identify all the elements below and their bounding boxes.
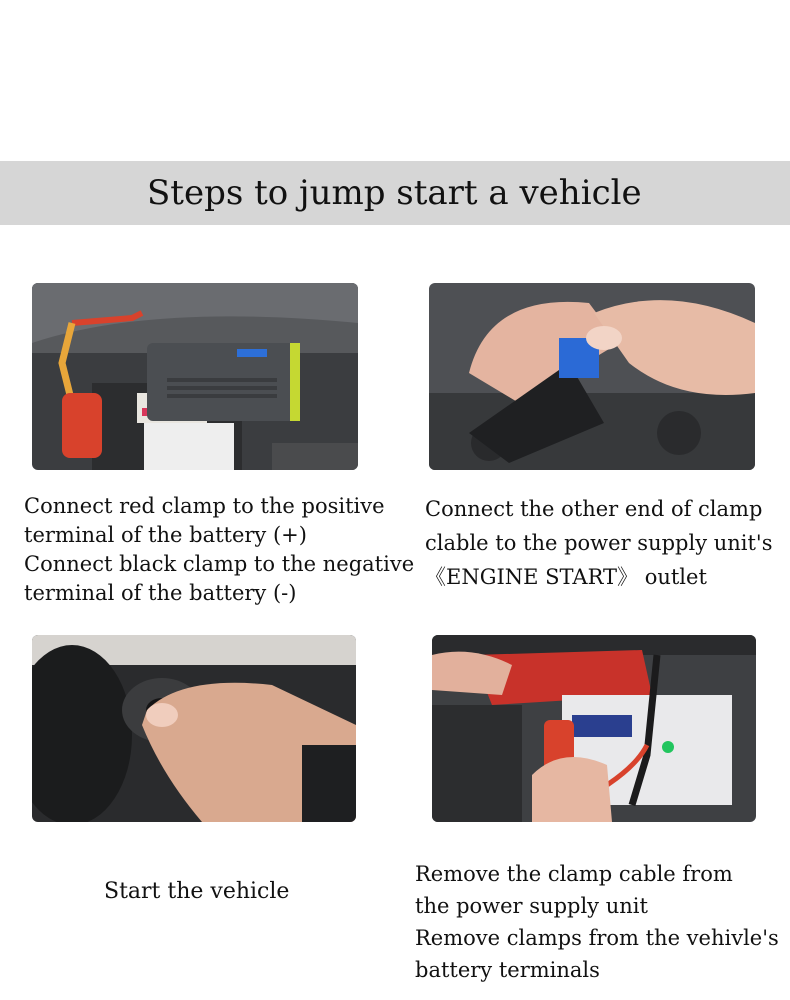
caption-line: terminal of the battery (-) xyxy=(24,581,297,605)
step-1-caption xyxy=(24,492,414,608)
page-title: Steps to jump start a vehicle xyxy=(147,173,642,213)
caption-line: the power supply unit xyxy=(415,894,648,918)
caption-line: Remove clamps from the vehivle's xyxy=(415,926,779,950)
step-2-caption xyxy=(425,492,772,594)
engine-bay-jump-starter-image xyxy=(32,283,358,470)
caption-line: Connect black clamp to the negative xyxy=(24,552,415,576)
step-3-caption xyxy=(104,877,289,906)
step-1-photo xyxy=(32,283,358,470)
caption-line: battery terminals xyxy=(415,958,600,982)
step-4-photo xyxy=(432,635,756,822)
removing-clamp-image xyxy=(432,635,756,822)
caption-line: clable to the power supply unit's xyxy=(425,531,773,555)
caption-line: Remove the clamp cable from xyxy=(415,862,733,886)
hand-plugging-cable-image xyxy=(429,283,755,470)
ignition-key-image xyxy=(32,635,356,822)
caption-line: terminal of the battery (+) xyxy=(24,523,307,547)
step-2-photo xyxy=(429,283,755,470)
caption-line: Start the vehicle xyxy=(104,879,290,904)
step-4-caption xyxy=(415,858,779,986)
caption-line: Connect the other end of clamp xyxy=(425,497,763,521)
title-banner xyxy=(0,161,790,225)
caption-line: Connect red clamp to the positive xyxy=(24,494,385,518)
step-3-photo xyxy=(32,635,356,822)
caption-line: 《ENGINE START》 outlet xyxy=(425,565,707,589)
